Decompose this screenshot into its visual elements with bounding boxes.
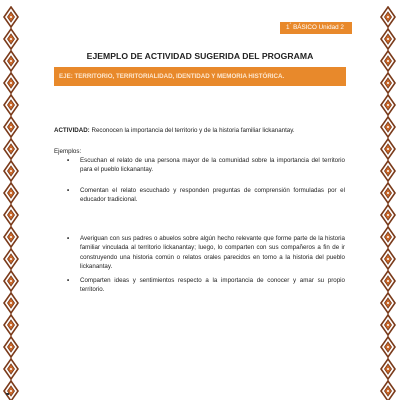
grade-badge [280,22,352,34]
activity-line [54,127,354,134]
right-decorative-border [380,6,396,400]
bullet-icon: • [67,157,70,164]
list-item: Escuchan el relato de una persona mayor de la comunidad sobre la importancia del territorio para el pueblo lickanantay. [80,157,345,174]
page-mark [6,393,9,395]
list-item: Averiguan con sus padres o abuelos sobre algún hecho relevante que forme parte de la historia familiar vinculada al territorio lickanantay; luego, lo comparten con sus compañeros a fin de ir construyendo una historia común o relatos orales parecidos en torno a la historia del pueblo lickanantay. [80,235,345,271]
ejemplos-label: Ejemplos: [54,148,82,155]
list-item: Comentan el relato escuchado y responden preguntas de comprensión formuladas por el educador tradicional. [80,187,345,204]
activity-label: ACTIVIDAD: [54,127,90,134]
bullet-icon: • [67,277,70,284]
bullet-icon: • [67,187,70,194]
grade-ordinal: ° [289,21,292,27]
eje-banner: EJE: TERRITORIO, TERRITORIALIDAD, IDENTIDAD Y MEMORIA HISTÓRICA. [54,67,346,86]
grade-unit-text: BÁSICO Unidad 2 [293,24,344,31]
left-decorative-border [3,6,19,400]
page-title: EJEMPLO DE ACTIVIDAD SUGERIDA DEL PROGRAMA [86,51,314,61]
activity-text: Reconocen la importancia del territorio y de la historia familiar lickanantay. [89,127,295,134]
grade-number: 1 [286,24,290,31]
list-item: Comparten ideas y sentimientos respecto a la importancia de conocer y amar su propio territorio. [80,277,345,294]
bullet-icon: • [67,235,70,242]
